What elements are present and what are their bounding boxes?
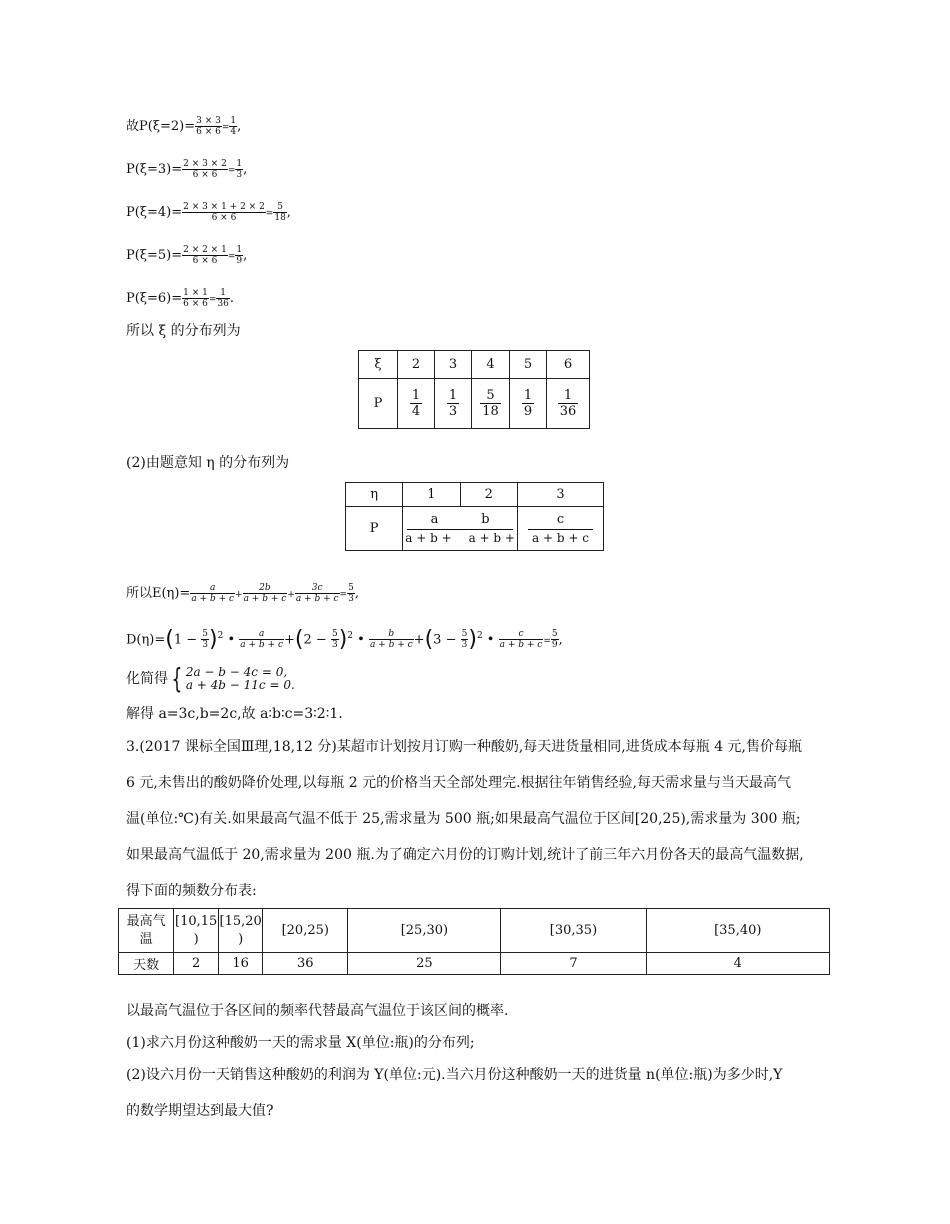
table-cell: 4 (646, 953, 829, 975)
fraction-num: 2 × 2 × 1 (183, 245, 227, 255)
fraction (347, 583, 355, 604)
table-header-cell: [20,25) (263, 909, 348, 953)
fraction-den: 6 × 6 (196, 127, 221, 137)
fraction-den: 6 × 6 (192, 170, 218, 180)
xi-intro: 所以 ξ 的分布列为 (126, 323, 241, 339)
text-line: 以最高气温位于各区间的频率代替最高气温位于该区间的概率. (126, 1003, 509, 1019)
simplify-label: 化简得 (126, 671, 168, 687)
fraction-den: 36 (217, 299, 229, 309)
table-cell (517, 507, 603, 551)
equation-system (186, 666, 295, 692)
label-part: 最高气 (126, 913, 166, 929)
fraction-num: 1 (216, 288, 229, 299)
table-cell (403, 507, 518, 551)
table-header-cell: 2 (398, 351, 435, 379)
table-header-cell: 3 (435, 351, 472, 379)
prob-line: P(ξ=6)= $\frac{1 \times 1}{6 \times 6}$ = $\frac{1}{36}$ . (126, 288, 234, 309)
fraction-num: c (556, 512, 565, 527)
table-row-label: P (346, 507, 403, 551)
fraction-num: 1 (236, 159, 243, 169)
eta-intro: (2)由题意知 η 的分布列为 (126, 455, 290, 471)
expectation-lhs: 所以E(η)= (126, 586, 191, 601)
fraction-num: 5 (551, 629, 558, 640)
prob-lhs: P(ξ=6)= (126, 291, 183, 306)
fraction (201, 629, 209, 650)
table-header-cell: [25,30) (348, 909, 501, 953)
variance-line: D(η)=(1 − $\frac{5}{3}$ )$^2$ • $\frac{a}{a + b + c}$ +(2 − $\frac{5}{3}$ )$^2$ • $\frac{b}{a + b + c}$ +(3 − $\frac{5}{3}$ )$^2$ • $\frac{c}{a + b + c}$ = $\frac{5}{9}$ , (126, 626, 563, 652)
brace-icon: { (171, 662, 183, 695)
interval-part: [10,15 (175, 913, 218, 929)
text-line: 的数学期望达到最大值? (126, 1103, 274, 1119)
problem-line: 6 元,未售出的酸奶降价处理,以每瓶 2 元的价格当天全部处理完.根据往年销售经验,每天需求量与当天最高气 (126, 775, 791, 791)
fraction-den: 3 (461, 640, 468, 651)
table-header-cell: η (346, 483, 403, 507)
table-row-label: 天数 (119, 953, 174, 975)
equation: 2a − b − 4c = 0, (185, 665, 288, 679)
prob-lhs: P(ξ=5)= (126, 248, 183, 263)
fraction (243, 583, 288, 604)
fraction-den: a + b + c (295, 594, 339, 604)
table-cell: 16 (219, 953, 263, 975)
fraction-num: 1 (448, 388, 458, 403)
prob-tail: , (243, 248, 248, 263)
problem-line: 得下面的频数分布表: (126, 883, 257, 899)
problem-line: 3.(2017 课标全国Ⅲ理,18,12 分)某超市计划按月订购一种酸奶,每天进货量相同,进货成本每瓶 4 元,售价每瓶 (126, 739, 802, 755)
fraction-den: 4 (411, 404, 421, 419)
fraction (229, 116, 237, 137)
prob-tail: , (286, 205, 291, 220)
table-header-cell: 1 (403, 483, 460, 507)
fraction (369, 629, 414, 650)
eta-distribution-table (345, 482, 604, 551)
problem-line: 温(单位:℃)有关.如果最高气温不低于 25,需求量为 500 瓶;如果最高气温位于区间[20,25),需求量为 300 瓶; (126, 811, 801, 827)
table-cell (435, 379, 472, 429)
variance-k: 2 (303, 632, 312, 648)
fraction-den: a + b + c (243, 594, 287, 604)
fraction-num: 5 (461, 629, 468, 640)
fraction-den: 3 (202, 640, 209, 651)
fraction-num: 5 (273, 202, 286, 213)
prob-line: P(ξ=3)= $\frac{2 \times 3 \times 2}{6 \times 6}$ = $\frac{1}{3}$ , (126, 159, 248, 180)
table-row-label: P (359, 379, 398, 429)
fraction (551, 629, 559, 650)
fraction-den: 3 (331, 640, 338, 651)
fraction-num: 2 × 3 × 2 (183, 159, 227, 169)
fraction (295, 583, 340, 604)
fraction-den: 9 (236, 256, 243, 266)
table-cell (472, 379, 510, 429)
fraction-num: 1 (230, 116, 237, 126)
table-cell: 2 (174, 953, 219, 975)
fraction-num: 1 (411, 388, 421, 403)
prob-lhs: P(ξ=3)= (126, 162, 183, 177)
fraction-den: 36 (559, 404, 577, 419)
fraction-den: 3 (348, 594, 354, 604)
prob-tail: , (243, 162, 248, 177)
fraction (182, 159, 228, 180)
table-header-cell: 6 (547, 351, 590, 379)
fraction (182, 245, 228, 266)
table-header-cell: 2 (460, 483, 517, 507)
frequency-table (118, 908, 830, 975)
prob-line: P(ξ=4)= $\frac{2 \times 3 \times 1 + 2 \times 2}{6 \times 6}$ = $\frac{5}{18}$ , (126, 202, 291, 223)
prob-lhs: P(ξ=4)= (126, 205, 183, 220)
fraction-num: 1 (558, 388, 579, 404)
fraction-den: 4 (230, 127, 237, 137)
prob-tail: , (237, 119, 242, 134)
table-header-cell: 3 (517, 483, 603, 507)
fraction-den: 9 (523, 404, 533, 419)
table-header-cell (174, 909, 219, 953)
fraction-num: 1 × 1 (183, 288, 208, 298)
table-header-cell: [35,40) (646, 909, 829, 953)
fraction (499, 629, 544, 650)
fraction-den: a + b + c (240, 640, 283, 651)
fraction-num: b (481, 512, 490, 527)
fraction-num: 5 (202, 629, 209, 640)
fraction (235, 245, 243, 266)
fraction (195, 116, 222, 137)
fraction-num: 3 × 3 (196, 116, 221, 126)
prob-lhs: 故P(ξ=2)= (126, 119, 196, 134)
text-line: (1)求六月份这种酸奶一天的需求量 X(单位:瓶)的分布列; (126, 1035, 475, 1051)
table-cell (510, 379, 547, 429)
fraction (182, 288, 209, 309)
table-cell: 7 (501, 953, 646, 975)
fraction-den: a + b + (405, 531, 452, 545)
problem-line: 如果最高气温低于 20,需求量为 200 瓶.为了确定六月份的订购计划,统计了前三年六月份各天的最高气温数据, (126, 847, 804, 863)
fraction-num: c (499, 629, 544, 640)
fraction (190, 583, 235, 604)
fraction-den: 6 × 6 (211, 213, 237, 223)
fraction-den: 3 (448, 404, 458, 419)
label-part: 温 (139, 931, 153, 947)
fraction (235, 159, 243, 180)
fraction-den: a + b + c (191, 594, 235, 604)
table-header-cell: 4 (472, 351, 510, 379)
interval-part: ) (238, 931, 244, 947)
fraction-num: a (430, 512, 439, 527)
variance-lhs: D(η)= (126, 632, 166, 648)
table-header-cell: [30,35) (501, 909, 646, 953)
equation: a + 4b − 11c = 0. (185, 678, 295, 692)
fraction-den: 18 (274, 213, 286, 223)
prob-line: P(ξ=5)= $\frac{2 \times 2 \times 1}{6 \times 6}$ = $\frac{1}{9}$ , (126, 245, 248, 266)
fraction-num: 1 (236, 245, 243, 255)
fraction-den: 6 × 6 (192, 256, 218, 266)
table-header-cell: 5 (510, 351, 547, 379)
fraction-den: a + b + (468, 531, 515, 545)
expectation-tail: , (354, 586, 359, 601)
fraction-num: 5 (331, 629, 338, 640)
text-line: (2)设六月份一天销售这种酸奶的利润为 Y(单位:元).当六月份这种酸奶一天的进货量 n(单位:瓶)为多少时,Y (126, 1067, 783, 1083)
fraction (331, 629, 339, 650)
fraction (239, 629, 284, 650)
fraction-den: 6 × 6 (183, 299, 208, 309)
table-cell: 25 (348, 953, 501, 975)
interval-part: ) (193, 931, 199, 947)
table-cell (398, 379, 435, 429)
fraction-den: a + b + c (499, 640, 543, 651)
simplify-line (126, 662, 295, 695)
variance-k: 1 (173, 632, 183, 648)
fraction-den: a + b + c (532, 531, 589, 545)
table-row-label (119, 909, 174, 953)
fraction (216, 288, 229, 309)
fraction-num: 2 × 3 × 1 + 2 × 2 (183, 202, 265, 212)
fraction-num: a (190, 583, 235, 594)
table-cell: 36 (263, 953, 348, 975)
prob-line: 故P(ξ=2)= $\frac{3 \times 3}{6 \times 6}$ = $\frac{1}{4}$ , (126, 116, 242, 137)
variance-tail: , (558, 632, 563, 648)
fraction-num: a (239, 629, 284, 640)
prob-tail: . (229, 291, 234, 306)
fraction-den: 3 (236, 170, 243, 180)
fraction-den: 18 (482, 404, 499, 419)
table-header-cell (219, 909, 263, 953)
fraction (273, 202, 286, 223)
table-header-cell: ξ (359, 351, 398, 379)
fraction (182, 202, 266, 223)
fraction-den: a + b + c (369, 640, 413, 651)
fraction-num: 5 (348, 583, 354, 593)
expectation-line: 所以E(η)= $\frac{a}{a + b + c}$ + $\frac{2b}{a + b + c}$ + $\frac{3c}{a + b + c}$ = $\frac{5}{3}$ , (126, 583, 359, 604)
fraction-num: 2b (243, 583, 288, 594)
fraction-num: 5 (480, 388, 501, 404)
table-cell (547, 379, 590, 429)
xi-distribution-table (358, 350, 590, 429)
fraction-num: 3c (295, 583, 340, 594)
interval-part: [15,20 (219, 913, 262, 929)
solution-line: 解得 a=3c,b=2c,故 a∶b∶c=3∶2∶1. (126, 706, 343, 722)
fraction-num: 1 (523, 388, 533, 403)
fraction-num: b (369, 629, 414, 640)
variance-k: 3 (433, 632, 442, 648)
fraction-den: 9 (551, 640, 558, 651)
